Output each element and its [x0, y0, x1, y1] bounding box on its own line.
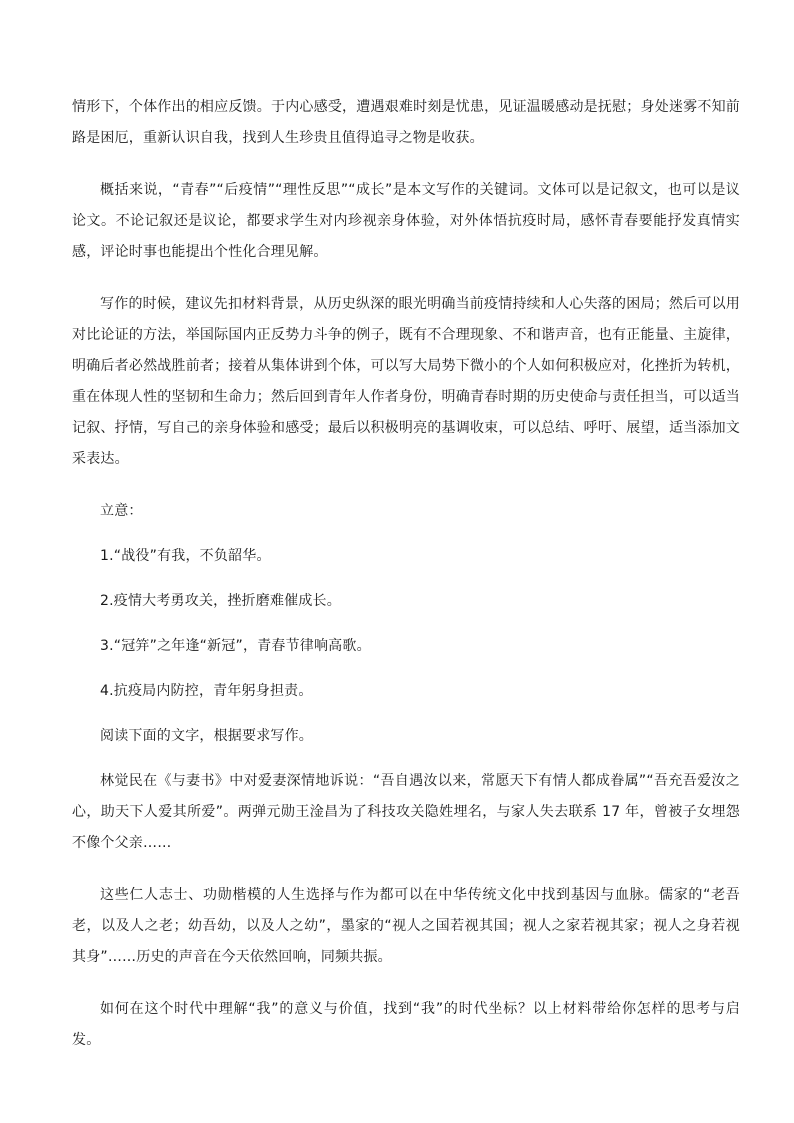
paragraph-summary: 概括来说，“青春”“后疫情”“理性反思”“成长”是本文写作的关键词。文体可以是记叙文，也可以是议论文。不论记叙还是议论，都要求学生对内珍视亲身体验，对外体悟抗疫时局，感怀青春要能抒发真情实感，评论时事也能提出个性化合理见解。 [72, 182, 740, 260]
heading-theme: 立意： [100, 503, 143, 519]
question-instruction: 阅读下面的文字，根据要求写作。 [100, 728, 313, 744]
material-question: 如何在这个时代中理解“我”的意义与价值，找到“我”的时代坐标？以上材料带给你怎样的思考与启发。 [72, 1001, 740, 1048]
theme-item-2: 2.疫情大考勇攻关，挫折磨难催成长。 [100, 593, 341, 609]
theme-item-1: 1.“战役”有我，不负韶华。 [100, 548, 271, 564]
material-paragraph-1: 林觉民在《与妻书》中对爱妻深情地诉说：“吾自遇汝以来，常愿天下有情人都成眷属”“吾充吾爱汝之心，助天下人爱其所爱”。两弹元勋王淦昌为了科技攻关隐姓埋名，与家人失去联系 17 年，曾被子女埋怨不像个父亲…… [72, 773, 740, 851]
paragraph-writing-advice: 写作的时候，建议先扣材料背景，从历史纵深的眼光明确当前疫情持续和人心失落的困局；然后可以用对比论证的方法，举国际国内正反势力斗争的例子，既有不合理现象、不和谐声音，也有正能量、主旋律，明确后者必然战胜前者；接着从集体讲到个体，可以写大局势下微小的个人如何积极应对，化挫折为转机，重在体现人性的坚韧和生命力；然后回到青年人作者身份，明确青春时期的历史使命与责任担当，可以适当记叙、抒情，写自己的亲身体验和感受；最后以积极明亮的基调收束，可以总结、呼吁、展望，适当添加文采表达。 [72, 296, 740, 467]
material-paragraph-2: 这些仁人志士、功勋楷模的人生选择与作为都可以在中华传统文化中找到基因与血脉。儒家的“老吾老，以及人之老；幼吾幼，以及人之幼”，墨家的“视人之国若视其国；视人之家若视其家；视人之身若视其身”……历史的声音在今天依然回响，同频共振。 [72, 887, 740, 965]
document-body [72, 92, 740, 1056]
paragraph-continuation: 情形下，个体作出的相应反馈。于内心感受，遭遇艰难时刻是忧患，见证温暖感动是抚慰；身处迷雾不知前路是困厄，重新认识自我，找到人生珍贵且值得追寻之物是收获。 [72, 99, 740, 146]
theme-item-4: 4.抗疫局内防控，青年躬身担责。 [100, 683, 313, 699]
theme-item-3: 3.“冠笄”之年逢“新冠”，青春节律响高歌。 [100, 638, 371, 654]
